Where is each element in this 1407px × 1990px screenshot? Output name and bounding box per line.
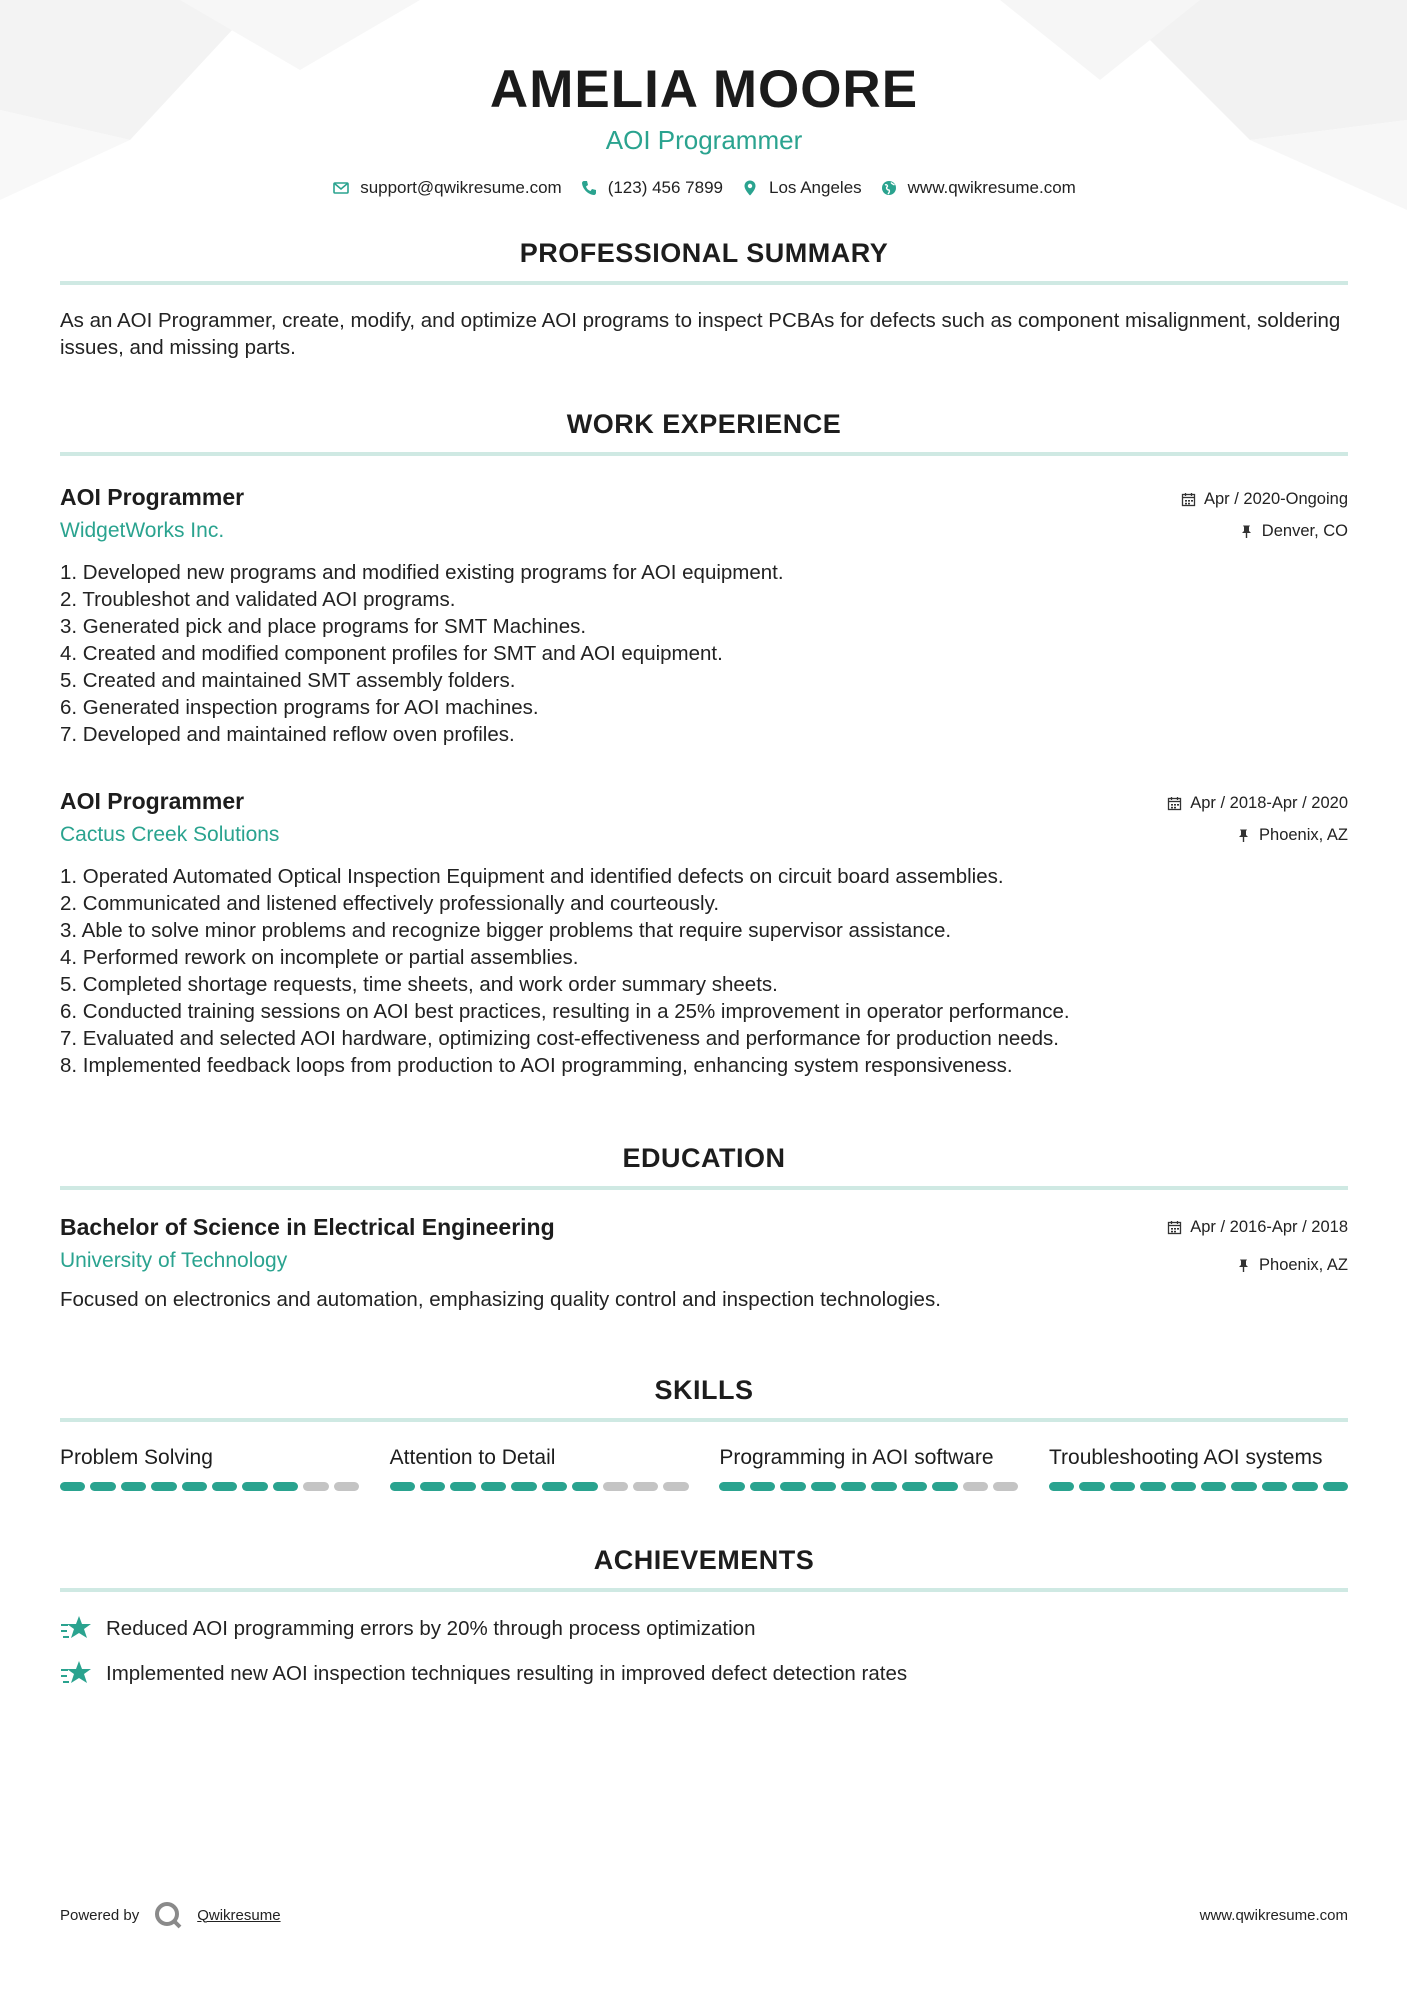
resume-header bbox=[60, 0, 1348, 198]
job-responsibilities bbox=[60, 863, 1348, 1079]
skill-segment-filled bbox=[273, 1482, 298, 1491]
job-title: AOI Programmer bbox=[60, 788, 245, 814]
section-divider bbox=[60, 1186, 1348, 1190]
candidate-name: AMELIA MOORE bbox=[489, 60, 919, 119]
phone-icon bbox=[580, 179, 598, 197]
skill-segment-filled bbox=[420, 1482, 445, 1491]
skill-segment-filled bbox=[542, 1482, 567, 1491]
contact-website-text: www.qwikresume.com bbox=[907, 178, 1076, 197]
list-item: 3. Able to solve minor problems and recognize bigger problems that require supervisor assistance. bbox=[60, 919, 952, 942]
skill-segment-filled bbox=[1231, 1482, 1256, 1491]
achievement-text: Reduced AOI programming errors by 20% through process optimization bbox=[106, 1616, 756, 1640]
skill-segment-empty bbox=[603, 1482, 628, 1491]
list-item bbox=[60, 1659, 1348, 1687]
section-divider bbox=[60, 1418, 1348, 1422]
list-item bbox=[60, 1614, 1348, 1642]
skill-segment-filled bbox=[90, 1482, 115, 1491]
skills-list bbox=[60, 1444, 1348, 1491]
education-location-text: Phoenix, AZ bbox=[1259, 1256, 1348, 1274]
job-location-text: Phoenix, AZ bbox=[1259, 826, 1348, 844]
skill-name: Programming in AOI software bbox=[719, 1446, 994, 1469]
list-item: 2. Communicated and listened effectively professionally and courteously. bbox=[60, 892, 720, 915]
globe-icon bbox=[880, 179, 898, 197]
list-item: 7. Evaluated and selected AOI hardware, optimizing cost-effectiveness and performance for production needs. bbox=[60, 1027, 1060, 1050]
education-section bbox=[60, 1143, 1348, 1313]
job-location-text: Denver, CO bbox=[1261, 522, 1348, 540]
education-entry bbox=[60, 1212, 1348, 1313]
qwikresume-link[interactable]: Qwikresume bbox=[197, 1906, 281, 1924]
skill-segment-filled bbox=[780, 1482, 805, 1491]
contact-email[interactable] bbox=[332, 178, 562, 198]
job-location bbox=[1167, 824, 1348, 846]
job-dates bbox=[1167, 792, 1348, 814]
skill-segment-empty bbox=[993, 1482, 1018, 1491]
skill-segment-filled bbox=[811, 1482, 836, 1491]
contact-website[interactable] bbox=[880, 178, 1076, 198]
calendar-icon bbox=[1167, 796, 1182, 811]
skill-item bbox=[60, 1444, 359, 1491]
pushpin-icon bbox=[1236, 1258, 1251, 1273]
achievement-text: Implemented new AOI inspection techniques resulting in improved defect detection rates bbox=[106, 1661, 908, 1685]
resume-footer bbox=[60, 1900, 1348, 1930]
skill-segment-filled bbox=[750, 1482, 775, 1491]
qwikresume-logo-icon bbox=[153, 1900, 183, 1930]
footer-website[interactable]: www.qwikresume.com bbox=[1199, 1906, 1348, 1924]
pushpin-icon bbox=[1236, 828, 1251, 843]
section-divider bbox=[60, 1588, 1348, 1592]
degree-title: Bachelor of Science in Electrical Engineering bbox=[60, 1214, 555, 1240]
skill-segment-filled bbox=[511, 1482, 536, 1491]
education-description: Focused on electronics and automation, emphasizing quality control and inspection technologies. bbox=[60, 1288, 941, 1311]
skill-segment-filled bbox=[572, 1482, 597, 1491]
job-responsibilities bbox=[60, 559, 1348, 748]
school-name: University of Technology bbox=[60, 1249, 288, 1272]
skill-item bbox=[719, 1444, 1018, 1491]
skill-segment-filled bbox=[121, 1482, 146, 1491]
contact-location bbox=[741, 178, 862, 198]
skill-segment-filled bbox=[450, 1482, 475, 1491]
skill-item bbox=[1049, 1444, 1348, 1491]
contact-location-text: Los Angeles bbox=[769, 178, 862, 197]
skill-rating-bar bbox=[1049, 1482, 1348, 1491]
contact-phone[interactable] bbox=[580, 178, 723, 198]
section-divider bbox=[60, 281, 1348, 285]
contact-phone-text: (123) 456 7899 bbox=[607, 178, 724, 197]
job-dates-text: Apr / 2018-Apr / 2020 bbox=[1190, 794, 1348, 812]
skill-item bbox=[390, 1444, 689, 1491]
job-title: AOI Programmer bbox=[60, 484, 245, 510]
skill-segment-empty bbox=[633, 1482, 658, 1491]
contact-bar bbox=[60, 178, 1348, 198]
skills-section bbox=[60, 1375, 1348, 1491]
education-dates bbox=[1167, 1216, 1348, 1238]
skill-segment-empty bbox=[303, 1482, 328, 1491]
list-item: 5. Completed shortage requests, time sheets, and work order summary sheets. bbox=[60, 973, 778, 996]
skill-segment-filled bbox=[1110, 1482, 1135, 1491]
job-meta bbox=[1167, 786, 1348, 846]
skill-segment-filled bbox=[902, 1482, 927, 1491]
list-item: 7. Developed and maintained reflow oven profiles. bbox=[60, 723, 515, 746]
map-pin-icon bbox=[741, 179, 759, 197]
skill-segment-empty bbox=[963, 1482, 988, 1491]
list-item: 2. Troubleshot and validated AOI programs. bbox=[60, 588, 456, 611]
skill-segment-filled bbox=[719, 1482, 744, 1491]
skill-segment-filled bbox=[1140, 1482, 1165, 1491]
skill-name: Troubleshooting AOI systems bbox=[1048, 1446, 1323, 1469]
skill-rating-bar bbox=[60, 1482, 359, 1491]
skill-segment-filled bbox=[1049, 1482, 1074, 1491]
education-header bbox=[60, 1212, 1348, 1276]
job-entry bbox=[60, 482, 1348, 748]
skill-segment-filled bbox=[932, 1482, 957, 1491]
job-meta bbox=[1181, 482, 1348, 542]
resume-page bbox=[60, 0, 1348, 1990]
list-item: 4. Created and modified component profiles for SMT and AOI equipment. bbox=[60, 642, 723, 665]
skill-name: Attention to Detail bbox=[389, 1446, 556, 1469]
summary-heading: PROFESSIONAL SUMMARY bbox=[519, 238, 889, 268]
list-item: 8. Implemented feedback loops from production to AOI programming, enhancing system responsiveness. bbox=[60, 1054, 1013, 1077]
education-meta bbox=[1167, 1212, 1348, 1276]
skill-segment-filled bbox=[1201, 1482, 1226, 1491]
skill-name: Problem Solving bbox=[60, 1446, 213, 1469]
job-company: Cactus Creek Solutions bbox=[60, 823, 280, 846]
job-dates-text: Apr / 2020-Ongoing bbox=[1203, 490, 1348, 508]
list-item: 1. Developed new programs and modified existing programs for AOI equipment. bbox=[60, 561, 784, 584]
skill-segment-filled bbox=[1262, 1482, 1287, 1491]
skill-segment-filled bbox=[242, 1482, 267, 1491]
skills-heading: SKILLS bbox=[654, 1375, 754, 1405]
skill-rating-bar bbox=[719, 1482, 1018, 1491]
powered-by bbox=[60, 1900, 281, 1930]
skill-segment-filled bbox=[1079, 1482, 1104, 1491]
education-heading: EDUCATION bbox=[622, 1143, 786, 1173]
skill-segment-filled bbox=[390, 1482, 415, 1491]
experience-section bbox=[60, 409, 1348, 1079]
section-divider bbox=[60, 452, 1348, 456]
skill-segment-filled bbox=[212, 1482, 237, 1491]
star-icon bbox=[60, 1614, 92, 1642]
skill-segment-filled bbox=[1292, 1482, 1317, 1491]
skill-segment-filled bbox=[182, 1482, 207, 1491]
education-location bbox=[1167, 1254, 1348, 1276]
skill-segment-empty bbox=[334, 1482, 359, 1491]
education-dates-text: Apr / 2016-Apr / 2018 bbox=[1190, 1218, 1348, 1236]
achievements-section bbox=[60, 1545, 1348, 1687]
skill-segment-filled bbox=[1171, 1482, 1196, 1491]
candidate-role: AOI Programmer bbox=[605, 125, 803, 155]
list-item: 1. Operated Automated Optical Inspection Equipment and identified defects on circuit board assemblies. bbox=[60, 865, 1004, 888]
skill-segment-filled bbox=[1323, 1482, 1348, 1491]
skill-rating-bar bbox=[390, 1482, 689, 1491]
list-item: 3. Generated pick and place programs for SMT Machines. bbox=[60, 615, 587, 638]
achievements-heading: ACHIEVEMENTS bbox=[593, 1545, 815, 1575]
list-item: 4. Performed rework on incomplete or partial assemblies. bbox=[60, 946, 579, 969]
list-item: 6. Conducted training sessions on AOI best practices, resulting in a 25% improvement in operator performance. bbox=[60, 1000, 1070, 1023]
skill-segment-filled bbox=[871, 1482, 896, 1491]
job-entry bbox=[60, 786, 1348, 1079]
pushpin-icon bbox=[1239, 524, 1254, 539]
skill-segment-filled bbox=[60, 1482, 85, 1491]
powered-by-label: Powered by bbox=[60, 1906, 140, 1924]
skill-segment-filled bbox=[841, 1482, 866, 1491]
job-header bbox=[60, 786, 1348, 849]
skill-segment-empty bbox=[663, 1482, 688, 1491]
job-dates bbox=[1181, 488, 1348, 510]
summary-text: As an AOI Programmer, create, modify, and optimize AOI programs to inspect PCBAs for defects such as component misalignment, soldering issues, and missing parts. bbox=[60, 309, 1341, 359]
summary-section bbox=[60, 238, 1348, 361]
calendar-icon bbox=[1181, 492, 1196, 507]
skill-segment-filled bbox=[481, 1482, 506, 1491]
job-company: WidgetWorks Inc. bbox=[60, 519, 225, 542]
list-item: 5. Created and maintained SMT assembly folders. bbox=[60, 669, 516, 692]
star-icon bbox=[60, 1659, 92, 1687]
achievements-list bbox=[60, 1614, 1348, 1687]
list-item: 6. Generated inspection programs for AOI machines. bbox=[60, 696, 539, 719]
job-header bbox=[60, 482, 1348, 545]
contact-email-text: support@qwikresume.com bbox=[360, 178, 562, 197]
calendar-icon bbox=[1167, 1220, 1182, 1235]
job-location bbox=[1181, 520, 1348, 542]
envelope-icon bbox=[332, 179, 350, 197]
skill-segment-filled bbox=[151, 1482, 176, 1491]
experience-heading: WORK EXPERIENCE bbox=[566, 409, 842, 439]
